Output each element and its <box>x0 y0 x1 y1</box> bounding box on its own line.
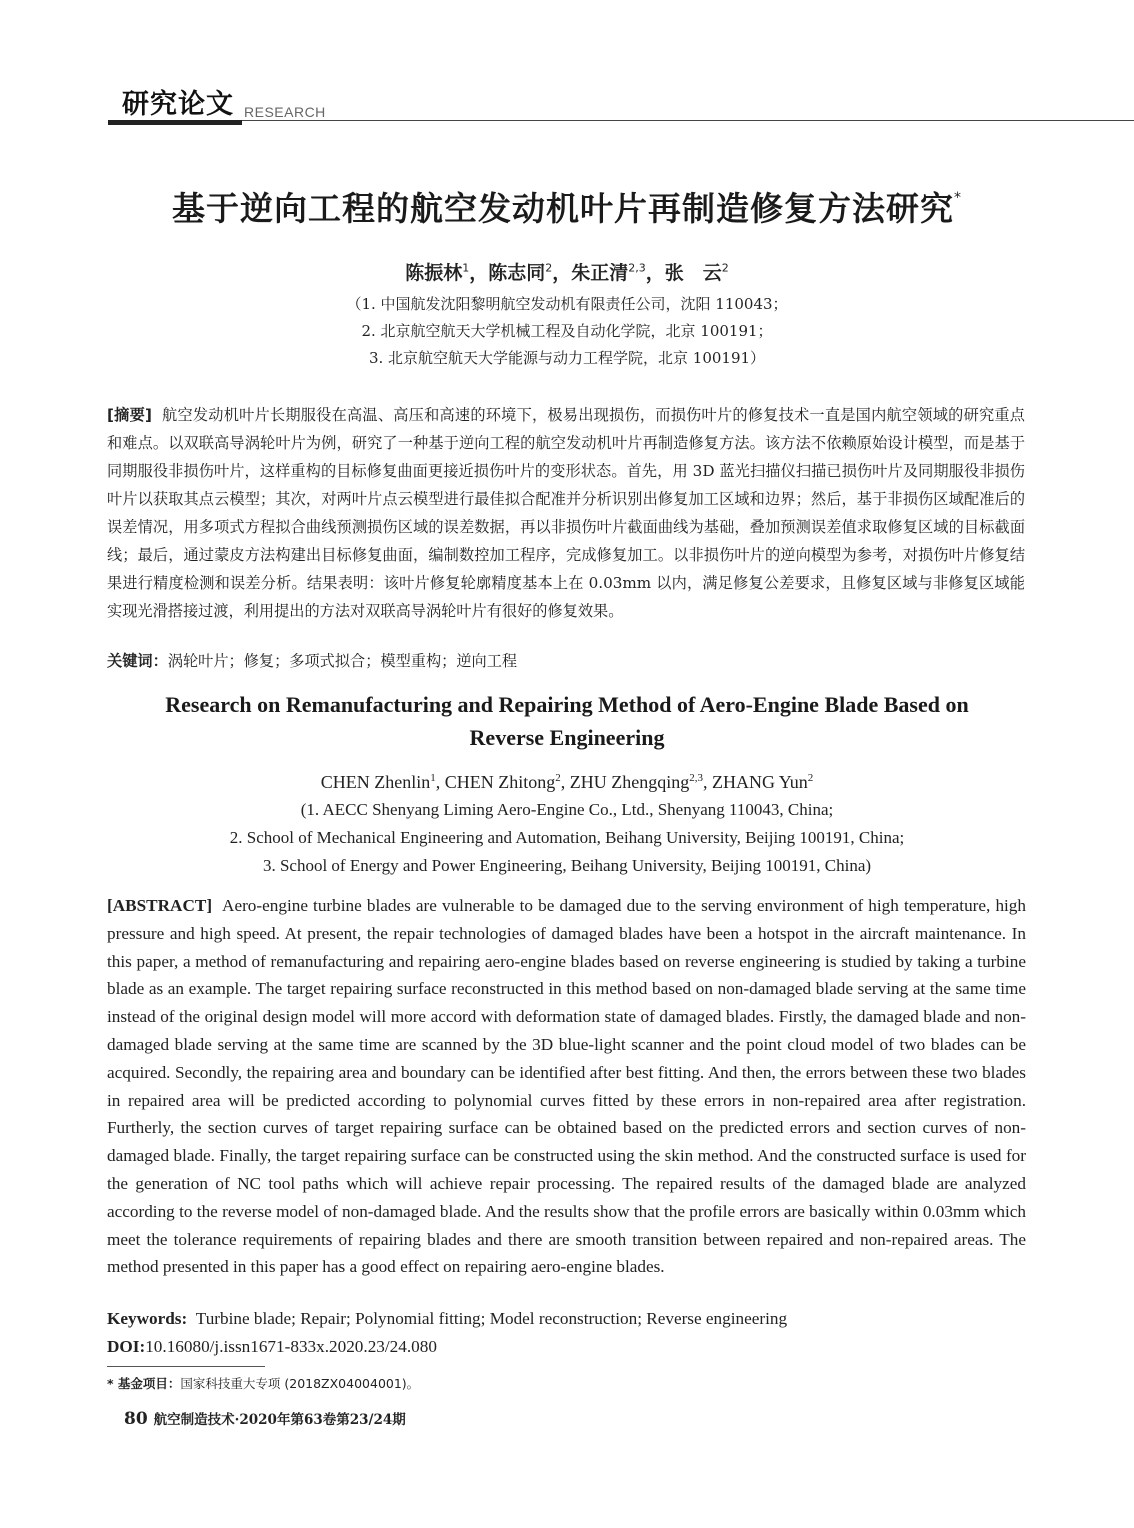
doi-label: DOI: <box>107 1337 146 1356</box>
title-footnote-mark: * <box>954 190 962 206</box>
abstract-en-label: [ABSTRACT] <box>107 896 213 915</box>
affiliation-en-3: 3. School of Energy and Power Engineering, Beihang University, Beijing 100191, China) <box>262 856 872 875</box>
abstract-en <box>107 892 1026 1281</box>
authors-cn: 陈振林$^1$，陈志同$^2$，朱正清$^{2,3}$，张 云$^2$ <box>405 261 729 284</box>
author-en-sup: 2 <box>555 772 561 784</box>
keywords-cn <box>107 650 1025 671</box>
affiliation-en-1: (1. AECC Shenyang Liming Aero-Engine Co., Ltd., Shenyang 110043, China; <box>300 800 834 819</box>
affiliation-cn-1: （1. 中国航发沈阳黎明航空发动机有限责任公司，沈阳 110043； <box>346 295 788 313</box>
abstract-cn <box>107 401 1025 625</box>
page-footer <box>124 1408 406 1429</box>
author-cn: 张 云 <box>664 262 722 284</box>
funding-label: * 基金项目： <box>107 1376 181 1391</box>
author-cn-sup: 2 <box>545 261 553 275</box>
abstract-en-text: Aero-engine turbine blades are vulnerable to be damaged due to the serving environment of high temperature, high pressure and high speed. At present, the repair technologies of damaged blades have been a hotspot in the aircraft maintenance. In this paper, a method of remanufacturing and repairing aero-engine blades based on reverse engineering is studied by taking a turbine blade as an example. The target repairing surface reconstructed in this method based on non-damaged blade serving at the same time instead of the original design model will more accord with deformation state of damaged blades. Firstly, the damaged blade and non-damaged blade serving at the same time are scanned by the 3D blue-light scanner and the point cloud model of two blades can be acquired. Secondly, the repairing area and boundary can be identified after best fitting. And then, the errors between these two blades in repaired area will be predicted according to polynomial curves fitted by these errors in non-repaired area after registration. Furtherly, the section curves of target repairing surface can be obtained based on the predicted errors and section curves of non-damaged blade. Finally, the target repairing surface can be constructed using the skin method. And the constructed surface is used for the generation of NC tool paths which will achieve repair processing. The repaired results of the damaged blade are analyzed according to the reverse model of non-damaged blade. And the results show that the profile errors are basically within 0.03mm which meet the tolerance requirements of repairing blades and there are smooth transition between repaired and non-repaired areas. The method presented in this paper has a good effect on repairing aero-engine blades. <box>107 896 1026 1277</box>
section-label-en: RESEARCH <box>244 104 326 120</box>
section-header <box>108 80 1134 126</box>
journal-info: 航空制造技术·2020年第63卷第23/24期 <box>153 1412 406 1428</box>
doi <box>107 1337 1026 1357</box>
author-cn-sup: 1 <box>462 261 470 275</box>
section-label-cn: 研究论文 <box>122 89 234 120</box>
author-en-sup: 1 <box>430 772 436 784</box>
paper-title-cn <box>0 183 1134 230</box>
author-cn: 朱正清 <box>571 262 629 284</box>
keywords-cn-text: 涡轮叶片；修复；多项式拟合；模型重构；逆向工程 <box>167 652 518 670</box>
keywords-en <box>107 1309 1026 1329</box>
author-en: ZHANG Yun <box>711 772 808 792</box>
paper-title-en <box>0 688 1134 754</box>
affiliation-cn-3: 3. 北京航空航天大学能源与动力工程学院，北京 100191） <box>368 349 766 367</box>
paper-title-en-line-1: Research on Remanufacturing and Repairing Method of Aero-Engine Blade Based on <box>165 692 969 717</box>
header-rule-thin <box>242 120 1134 121</box>
author-cn: 陈志同 <box>488 262 546 284</box>
paper-title-en-line-2: Reverse Engineering <box>469 725 665 750</box>
author-en: CHEN Zhitong <box>444 772 556 792</box>
abstract-cn-label: [摘要] <box>107 406 152 424</box>
footnote-rule <box>107 1366 265 1367</box>
keywords-en-text: Turbine blade; Repair; Polynomial fitting; Model reconstruction; Reverse engineering <box>195 1309 788 1328</box>
author-en: CHEN Zhenlin <box>320 772 431 792</box>
keywords-cn-label: 关键词： <box>107 652 168 670</box>
funding-text: 国家科技重大专项 (2018ZX04004001)。 <box>180 1376 420 1391</box>
author-en: ZHU Zhengqing <box>569 772 690 792</box>
funding-note <box>107 1374 419 1392</box>
page-number: 80 <box>124 1409 148 1429</box>
author-cn-sup: 2,3 <box>628 261 646 275</box>
author-cn-sup: 2 <box>721 261 729 275</box>
author-en-sup: 2 <box>807 772 814 784</box>
abstract-cn-text: 航空发动机叶片长期服役在高温、高压和高速的环境下，极易出现损伤，而损伤叶片的修复技术一直是国内航空领域的研究重点和难点。以双联高导涡轮叶片为例，研究了一种基于逆向工程的航空发动机叶片再制造修复方法。该方法不依赖原始设计模型，而是基于同期服役非损伤叶片，这样重构的目标修复曲面更接近损伤叶片的变形状态。首先，用 3D 蓝光扫描仪扫描已损伤叶片及同期服役非损伤叶片以获取其点云模型；其次，对两叶片点云模型进行最佳拟合配准并分析识别出修复加工区域和边界；然后，基于非损伤区域配准后的误差情况，用多项式方程拟合曲线预测损伤区域的误差数据，再以非损伤叶片截面曲线为基础，叠加预测误差值求取修复区域的目标截面线；最后，通过蒙皮方法构建出目标修复曲面，编制数控加工程序，完成修复加工。以非损伤叶片的逆向模型为参考，对损伤叶片修复结果进行精度检测和误差分析。结果表明：该叶片修复轮廓精度基本上在 0.03mm 以内，满足修复公差要求，且修复区域与非修复区域能实现光滑搭接过渡，利用提出的方法对双联高导涡轮叶片有很好的修复效果。 <box>107 406 1025 620</box>
affiliation-en-2: 2. School of Mechanical Engineering and Automation, Beihang University, Beijing 100191, China; <box>229 828 905 847</box>
author-en-sup: 2,3 <box>689 772 703 784</box>
paper-title-cn-text: 基于逆向工程的航空发动机叶片再制造修复方法研究 <box>172 189 954 228</box>
author-cn: 陈振林 <box>405 262 463 284</box>
authors-en: CHEN Zhenlin$^1$, CHEN Zhitong$^2$, ZHU Zhengqing$^{2,3}$, ZHANG Yun$^2$ <box>320 772 814 792</box>
keywords-en-label: Keywords: <box>107 1309 188 1328</box>
header-rule-thick <box>108 120 242 125</box>
affiliation-cn-2: 2. 北京航空航天大学机械工程及自动化学院，北京 100191； <box>361 322 773 340</box>
doi-value: 10.16080/j.issn1671-833x.2020.23/24.080 <box>145 1337 437 1356</box>
